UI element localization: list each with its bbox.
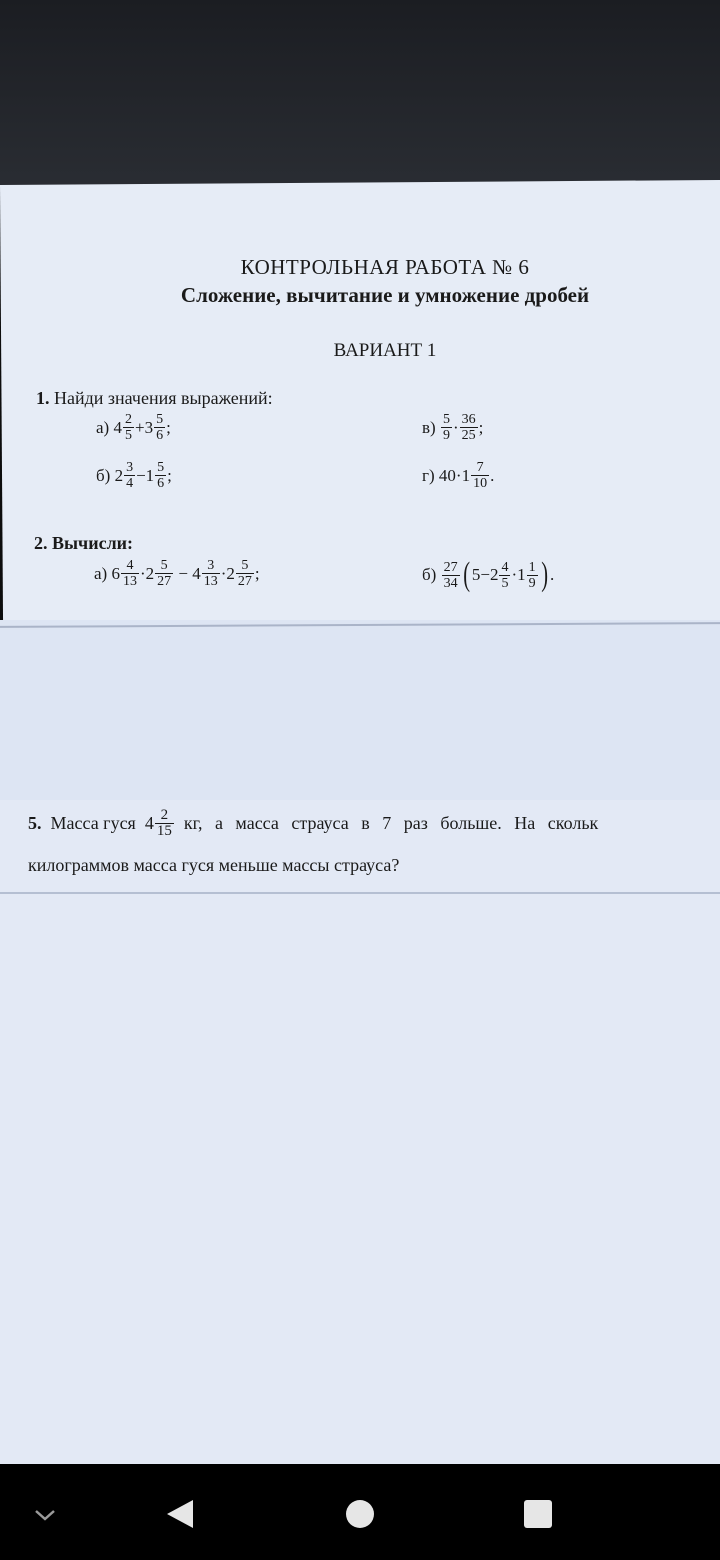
background-dark: [0, 0, 720, 190]
back-icon[interactable]: [160, 1494, 200, 1534]
task-5-line-2: килограммов масса гуся меньше массы страуса?: [28, 855, 400, 875]
task-1a-expression: а) 4 $\frac{2}{5}$ + 3 $\frac{5}{6}$ ;: [96, 412, 171, 443]
task-1v-expression: в) $\frac{5}{9}$ · $\frac{36}{25}$ ;: [422, 412, 484, 443]
task-5-line-1: 5. Масса гуся 4 $\frac{2}{15}$ кг, а масса страуса в 7 раз больше. На скольк: [28, 807, 599, 839]
task-2a-expression: а) 6 $\frac{4}{13}$ · 2 $\frac{5}{27}$ − 4 $\frac{3}{13}$ · 2 $\frac{5}{27}$ ;: [94, 558, 260, 589]
fold-line: [0, 892, 720, 894]
home-icon[interactable]: [340, 1494, 380, 1534]
page-title: КОНТРОЛЬНАЯ РАБОТА № 6: [240, 255, 530, 279]
task-1-heading: 1. Найди значения выражений:: [36, 388, 273, 408]
page-subtitle: Сложение, вычитание и умножение дробей: [180, 283, 590, 307]
paper-bottom-section: [0, 800, 720, 1464]
variant-label: ВАРИАНТ 1: [333, 340, 437, 361]
task-1g-expression: г) 40 · 1 $\frac{7}{10}$ .: [422, 460, 495, 491]
task-2b-expression: б) $\frac{27}{34}$ ( 5 − 2 $\frac{4}{5}$ · 1 $\frac{1}{9}$ ) .: [422, 556, 555, 593]
system-navigation-bar: [0, 1464, 720, 1560]
task-1b-expression: б) 2 $\frac{3}{4}$ − 1 $\frac{5}{6}$ ;: [96, 460, 172, 491]
task-2-heading: 2. Вычисли:: [34, 533, 134, 553]
chevron-down-icon[interactable]: [30, 1500, 60, 1530]
recents-icon[interactable]: [518, 1494, 558, 1534]
paper-folded-strip: [0, 620, 720, 805]
